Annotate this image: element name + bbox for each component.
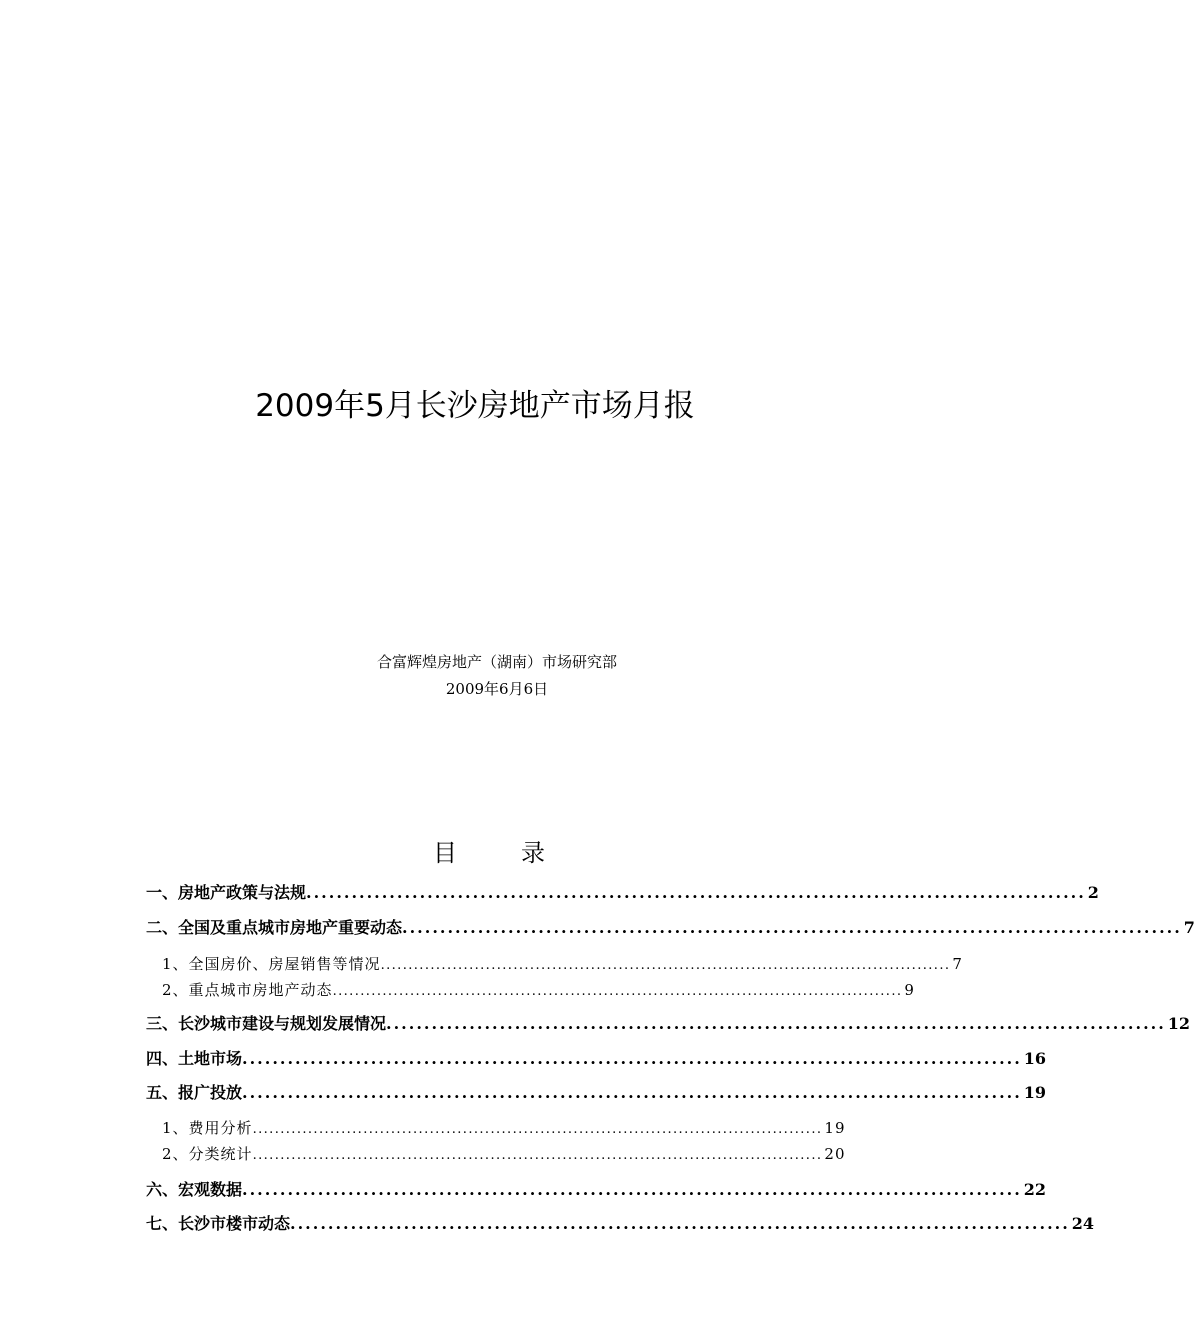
- toc-entry-page: 7: [1183, 918, 1195, 937]
- toc-heading: [433, 833, 545, 868]
- report-date: 2009年6月6日: [445, 680, 549, 698]
- organization-name: 合富辉煌房地产（湖南）市场研究部: [376, 653, 617, 671]
- toc-entry-5-1[interactable]: [146, 1117, 846, 1141]
- toc-entry-label: 重点城市房地产动态: [188, 981, 333, 999]
- toc-entry-page: 22: [1023, 1180, 1047, 1199]
- toc-leader-dots: .......................................................................................................: [252, 1122, 823, 1137]
- toc-entry-5[interactable]: [146, 1080, 1047, 1106]
- toc-leader-dots: .......................................................................................................: [386, 1014, 1166, 1033]
- toc-entry-number: 一、: [146, 883, 179, 902]
- toc-entry-number: 1、: [162, 955, 189, 973]
- report-title: 2009年5月长沙房地产市场月报: [255, 388, 695, 424]
- toc-entry-label: 全国房价、房屋销售等情况: [188, 955, 381, 973]
- toc-entry-1[interactable]: [146, 880, 1099, 906]
- toc-entry-number: 七、: [146, 1214, 179, 1233]
- toc-entry-number: 五、: [146, 1083, 179, 1102]
- toc-entry-page: 7: [952, 955, 963, 973]
- toc-entry-label: 全国及重点城市房地产重要动态: [178, 918, 403, 937]
- toc-entry-page: 19: [1023, 1083, 1047, 1102]
- toc-entry-label: 土地市场: [178, 1049, 243, 1068]
- toc-entry-label: 长沙城市建设与规划发展情况: [178, 1014, 387, 1033]
- toc-entry-label: 房地产政策与法规: [178, 883, 307, 902]
- toc-entry-4[interactable]: [146, 1046, 1047, 1072]
- toc-entry-number: 三、: [146, 1014, 179, 1033]
- toc-entry-number: 1、: [162, 1119, 189, 1137]
- toc-entry-page: 16: [1023, 1049, 1047, 1068]
- toc-entry-label: 长沙市楼市动态: [178, 1214, 291, 1233]
- toc-entry-number: 二、: [146, 918, 179, 937]
- toc-entry-number: 2、: [162, 981, 189, 999]
- toc-entry-number: 六、: [146, 1180, 179, 1199]
- toc-entry-page: 2: [1087, 883, 1099, 902]
- toc-entry-label: 费用分析: [188, 1119, 253, 1137]
- toc-entry-label: 宏观数据: [178, 1180, 243, 1199]
- toc-entry-label: 分类统计: [188, 1145, 253, 1163]
- toc-leader-dots: .......................................................................................................: [332, 984, 903, 999]
- toc-entry-5-2[interactable]: [146, 1143, 846, 1167]
- toc-entry-2-2[interactable]: [146, 979, 915, 1003]
- toc-entry-number: 2、: [162, 1145, 189, 1163]
- toc-entry-number: 四、: [146, 1049, 179, 1068]
- toc-leader-dots: .......................................................................................................: [242, 1083, 1022, 1102]
- toc-entry-3[interactable]: [146, 1011, 1191, 1037]
- toc-leader-dots: .......................................................................................................: [242, 1049, 1022, 1068]
- toc-leader-dots: .......................................................................................................: [242, 1180, 1022, 1199]
- toc-entry-page: 19: [824, 1119, 846, 1137]
- toc-entry-page: 24: [1071, 1214, 1095, 1233]
- toc-entry-page: 20: [824, 1145, 846, 1163]
- toc-entry-page: 9: [904, 981, 915, 999]
- toc-entry-2-1[interactable]: [146, 953, 963, 977]
- toc-leader-dots: .......................................................................................................: [380, 958, 951, 973]
- toc-heading-char-2: 录: [521, 839, 545, 867]
- toc-leader-dots: .......................................................................................................: [252, 1148, 823, 1163]
- toc-entry-label: 报广投放: [178, 1083, 243, 1102]
- toc-entry-6[interactable]: [146, 1177, 1047, 1203]
- toc-entry-page: 12: [1167, 1014, 1191, 1033]
- toc-leader-dots: .......................................................................................................: [290, 1214, 1070, 1233]
- toc-entry-7[interactable]: [146, 1211, 1095, 1237]
- toc-heading-char-1: 目: [433, 839, 457, 867]
- toc-leader-dots: .......................................................................................................: [402, 918, 1182, 937]
- toc-leader-dots: .......................................................................................................: [306, 883, 1086, 902]
- toc-entry-2[interactable]: [146, 915, 1195, 941]
